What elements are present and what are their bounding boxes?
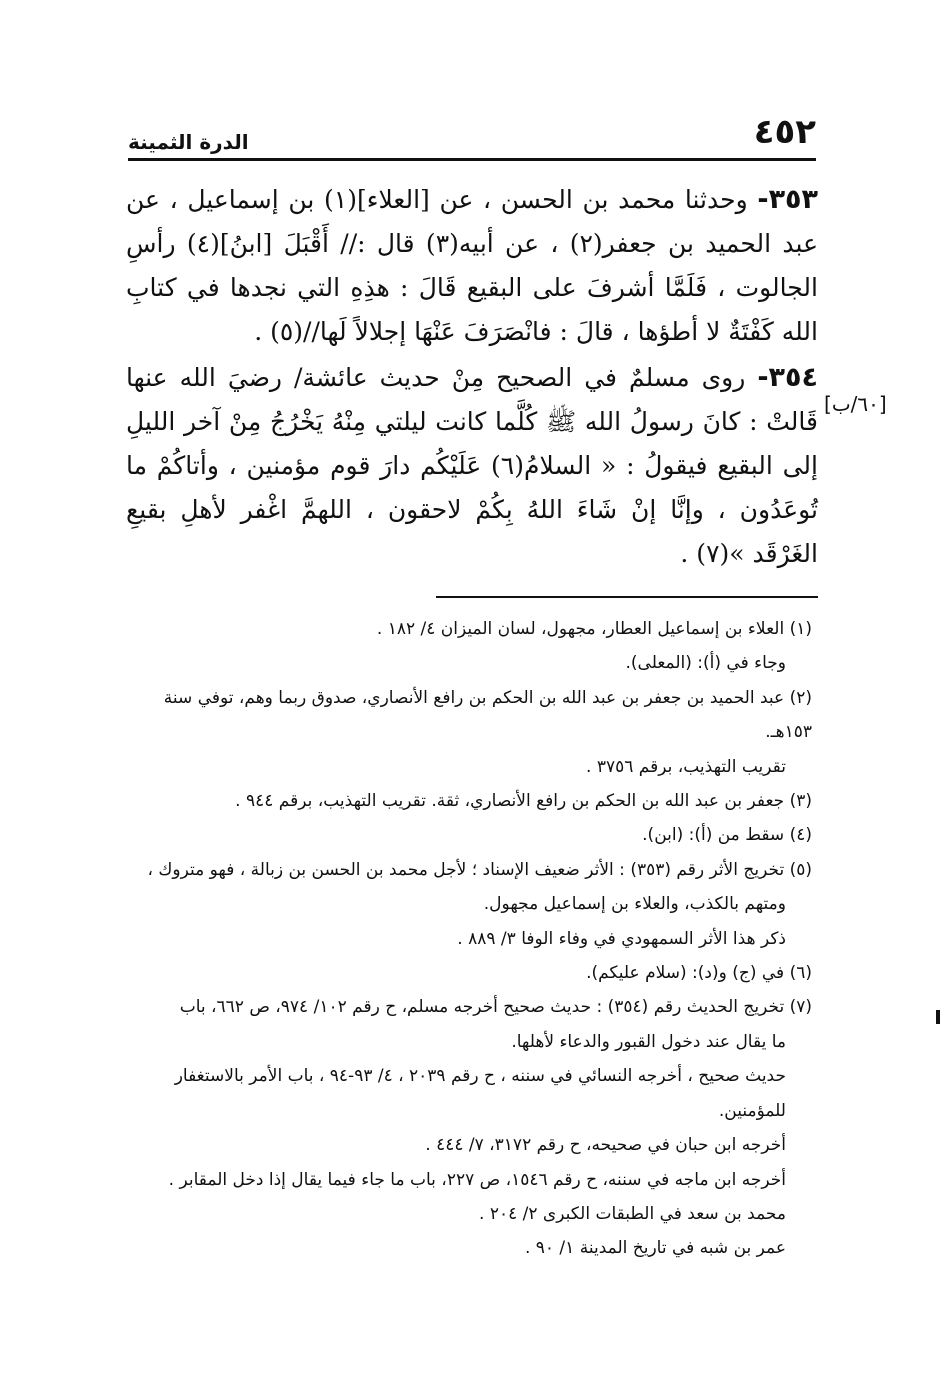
footnote-line: (١) العلاء بن إسماعيل العطار، مجهول، لسان الميزان ٤/ ١٨٢ . (376, 619, 812, 639)
footnote-line: (٥) تخريج الأثر رقم (٣٥٣) : الأثر ضعيف الإسناد ؛ لأجل محمد بن الحسن بن زبالة ، فهو متروك ، (147, 859, 812, 880)
paragraph-number: ٣٥٤- (757, 362, 818, 393)
footnote-line: للمؤمنين. (718, 1100, 786, 1121)
footnote-line: عمر بن شبه في تاريخ المدينة ١/ ٩٠ . (524, 1238, 786, 1259)
paragraph-353 (126, 178, 818, 354)
footnote-line: تقريب التهذيب، برقم ٣٧٥٦ . (586, 756, 786, 777)
paragraph-354 (126, 356, 818, 576)
scan-edge-mark (936, 1010, 940, 1024)
footnote-line: أخرجه ابن حبان في صحيحه، ح رقم ٣١٧٢، ٧/ ٤٤٤ . (425, 1135, 786, 1156)
main-text (126, 178, 818, 578)
footnote-line: ومتهم بالكذب، والعلاء بن إسماعيل مجهول. (483, 894, 786, 915)
page-number: ٤٥٢ (753, 112, 816, 152)
running-title: الدرة الثمينة (128, 130, 249, 154)
footnote-line: (٢) عبد الحميد بن جعفر بن عبد الله بن الحكم بن رافع الأنصاري، صدوق ربما وهم، توفي سنة ١٥٣هـ. (163, 687, 812, 743)
paragraph-text: روى مسلمٌ في الصحيح مِنْ حديث عائشة/ رضيَ الله عنها قَالتْ : كانَ رسولُ الله ﷺ كُلَّما كانت ليلتي مِنْهُ يَخْرُجُ مِنْ آخر الليلِ إلى البقيع فيقولُ : « السلامُ(٦) عَلَيْكُم دارَ قوم مؤمنين ، وأتاكُمْ ما تُوعَدُون ، وإنَّا إنْ شَاءَ اللهُ بِكُمْ لاحقون ، اللهمَّ اغْفر لأهلِ بقيعِ الغَرْقَد »(٧) . (126, 363, 818, 568)
footnote-line: (٤) سقط من (أ): (ابن). (642, 825, 812, 846)
footnote-line: (٣) جعفر بن عبد الله بن الحكم بن رافع الأنصاري، ثقة. تقريب التهذيب، برقم ٩٤٤ . (235, 791, 812, 812)
footnotes (132, 612, 812, 1266)
footnote-line: محمد بن سعد في الطبقات الكبرى ٢/ ٢٠٤ . (479, 1203, 786, 1224)
footnote-rule (436, 596, 818, 598)
footnote-line: (٧) تخريج الحديث رقم (٣٥٤) : حديث صحيح أخرجه مسلم، ح رقم ١٠٢/ ٩٧٤، ص ٦٦٢، باب (179, 997, 812, 1018)
page-header (128, 112, 816, 162)
footnote-line: وجاء في (أ): (المعلى). (625, 653, 786, 674)
footnote-line: أخرجه ابن ماجه في سننه، ح رقم ١٥٤٦، ص ٢٢٧، باب ما جاء فيما يقال إذا دخل المقابر . (168, 1169, 786, 1190)
footnote-line: ما يقال عند دخول القبور والدعاء لأهلها. (511, 1031, 786, 1052)
header-rule (128, 158, 816, 161)
footnote-line: ذكر هذا الأثر السمهودي في وفاء الوفا ٣/ ٨٨٩ . (457, 928, 786, 949)
paragraph-text: وحدثنا محمد بن الحسن ، عن [العلاء](١) بن إسماعيل ، عن عبد الحميد بن جعفر(٢) ، عن أبيه(٣) قال :// أَقْبَلَ [ابنُ](٤) رأسِ الجالوت ، فَلَمَّا أشرفَ على البقيع قَالَ : هذِهِ التي نجدها في كتابِ الله كَفْتَةٌ لا أطؤها ، قالَ : فانْصَرَفَ عَنْهَا إجلالاً لَها//(٥) . (126, 185, 818, 346)
margin-note: [٦٠/ب] (824, 392, 887, 416)
paragraph-number: ٣٥٣- (757, 184, 819, 215)
footnote-line: (٦) في (ج) و(د): (سلام عليكم). (586, 963, 812, 984)
footnote-line: حديث صحيح ، أخرجه النسائي في سننه ، ح رقم ٢٠٣٩ ، ٤/ ٩٣-٩٤ ، باب الأمر بالاستغفار (174, 1066, 786, 1087)
